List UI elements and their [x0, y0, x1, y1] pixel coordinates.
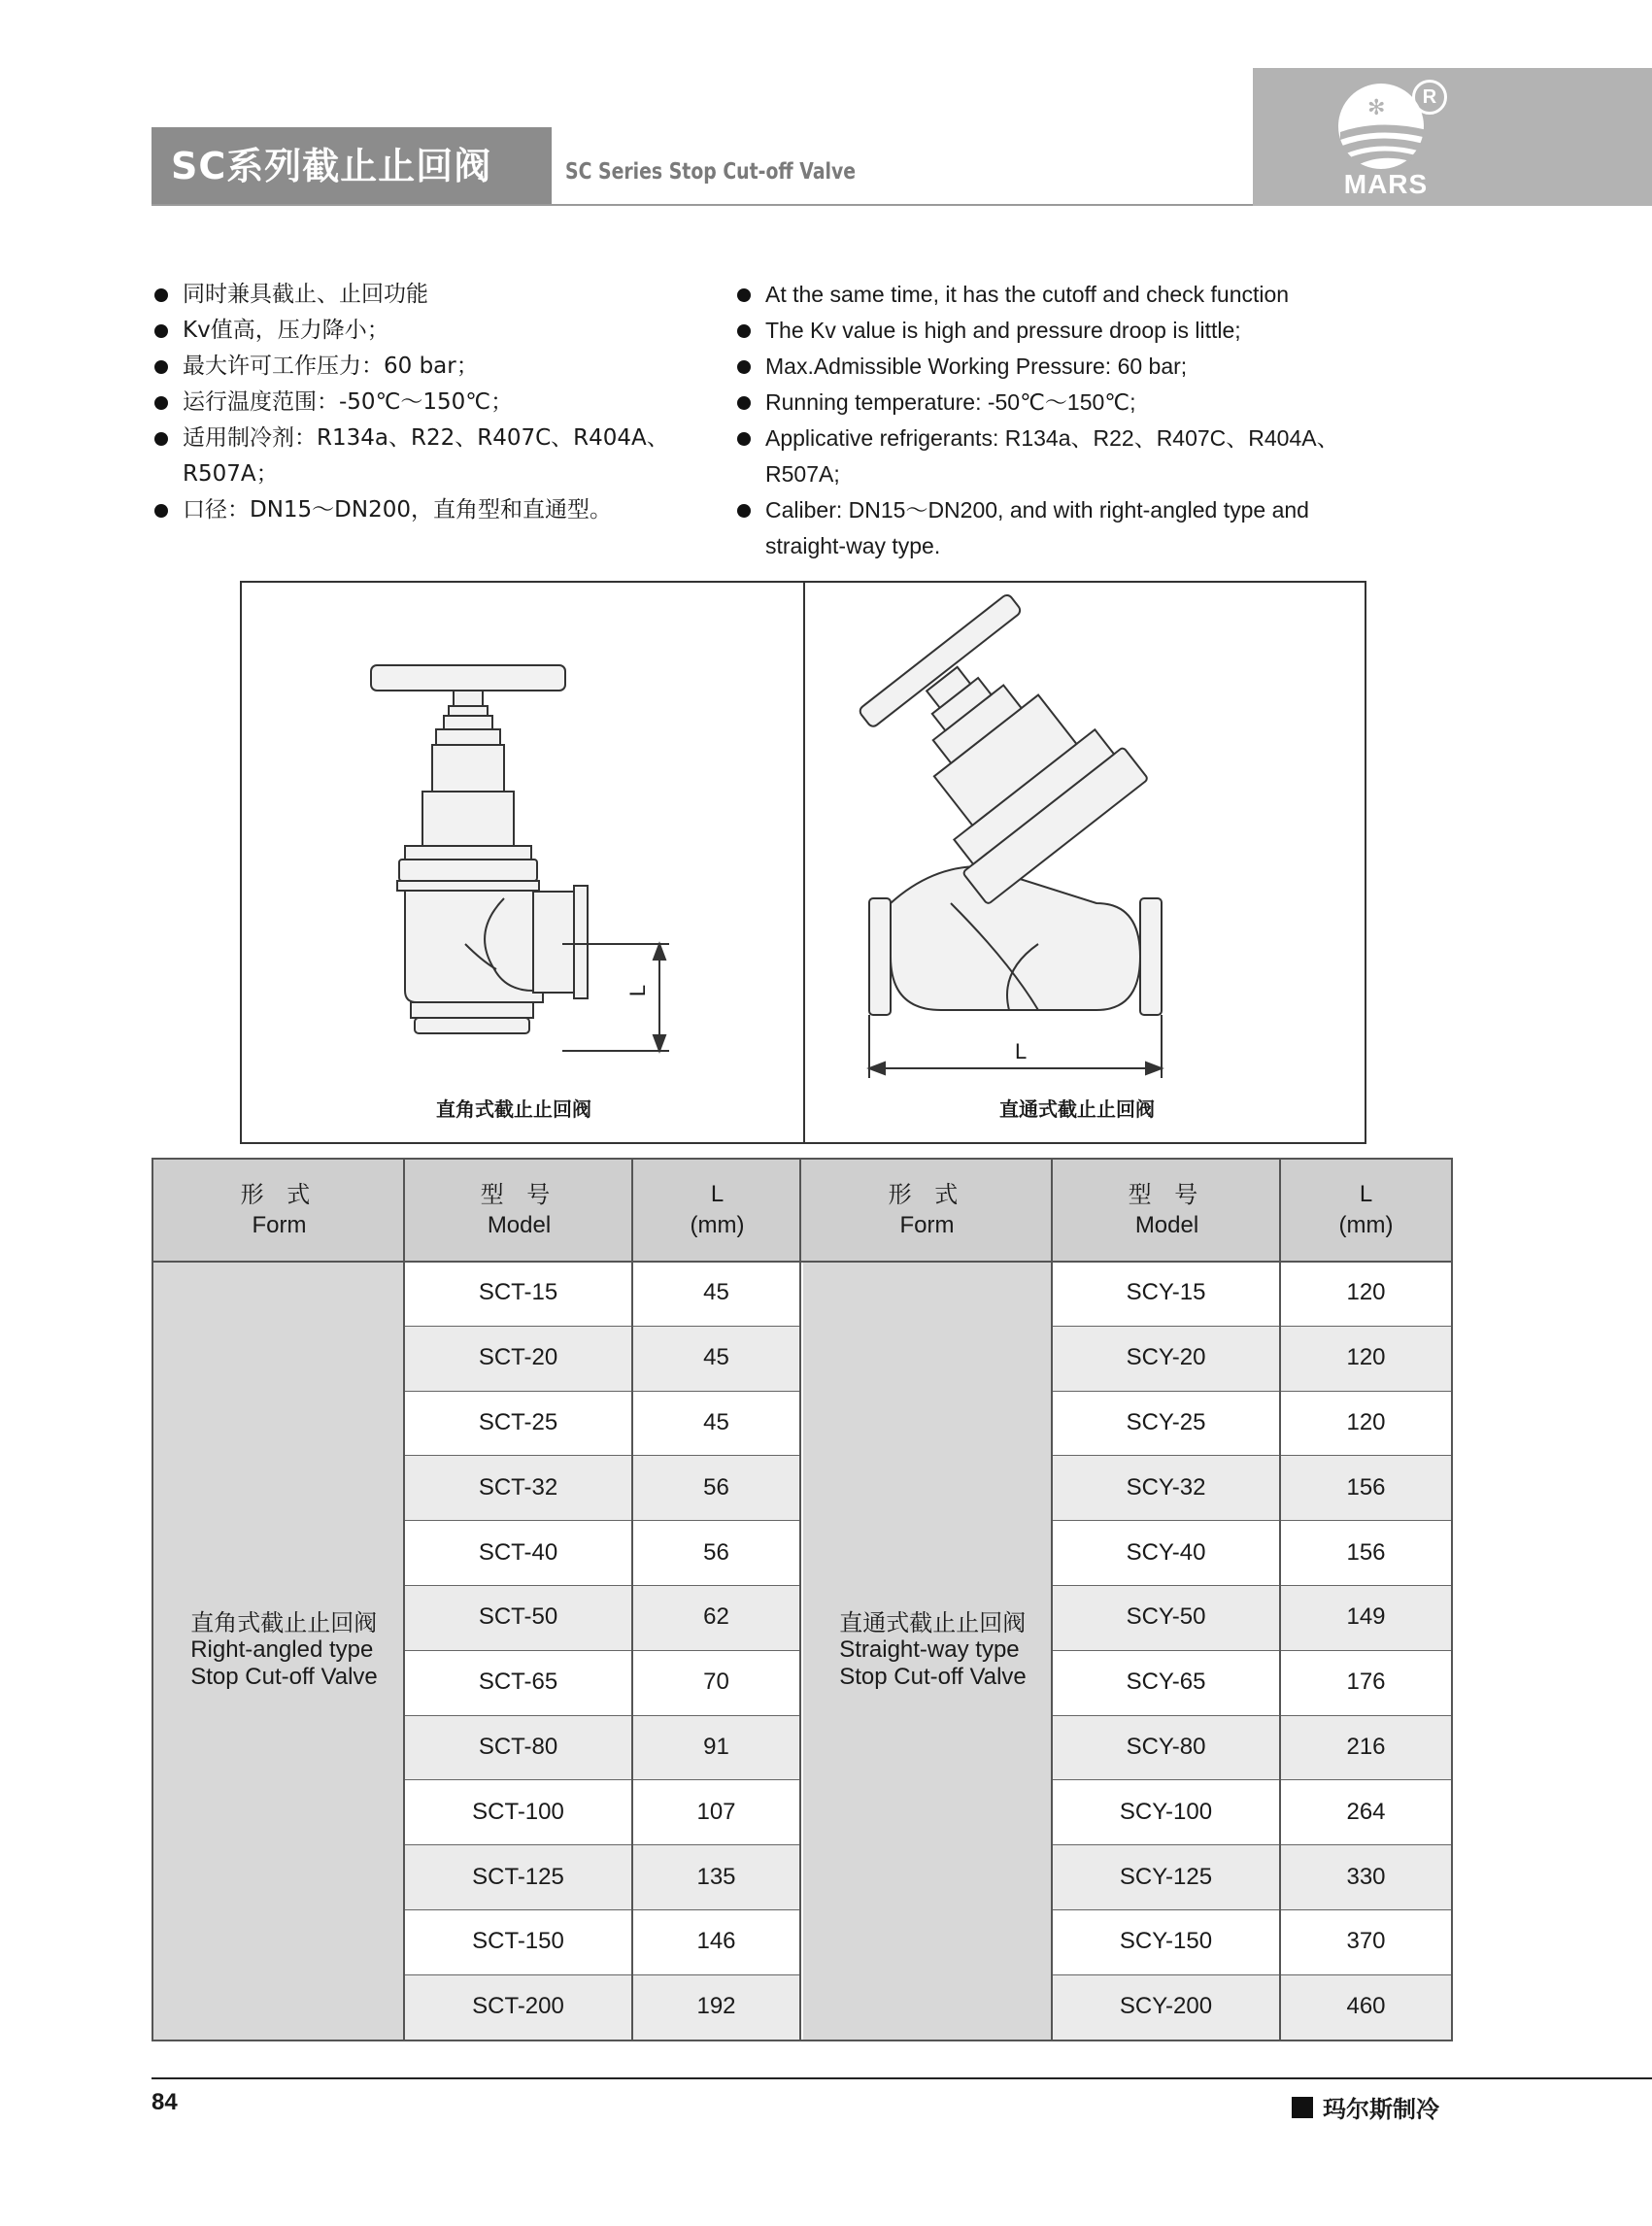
- row-divider: [1053, 1326, 1451, 1327]
- left-length-cell: 45: [633, 1261, 799, 1326]
- features-en: [734, 277, 1414, 564]
- valve-figure: [240, 581, 1366, 1144]
- right-model-cell: SCY-65: [1053, 1650, 1279, 1715]
- column-divider: [799, 1160, 801, 2040]
- dim-label-right: L: [1015, 1039, 1028, 1063]
- left-length-cell: 45: [633, 1391, 799, 1456]
- row-divider: [405, 1585, 799, 1586]
- left-length-cell: 135: [633, 1844, 799, 1909]
- left-length-cell: 107: [633, 1779, 799, 1844]
- column-divider: [403, 1160, 405, 2040]
- right-length-cell: 216: [1281, 1715, 1451, 1780]
- header-form-en: Form: [252, 1212, 307, 1238]
- feature-en-item: Applicative refrigerants: R134a、R22、R407C、R404A、R507A;: [734, 421, 1387, 492]
- page-title: SC系列截止止回阀: [152, 127, 552, 205]
- page-subtitle: SC Series Stop Cut-off Valve: [565, 159, 857, 185]
- registered-mark-icon: R: [1412, 80, 1447, 115]
- form-straight-way-zh: 直通式截止止回阀: [839, 1609, 1027, 1636]
- straight-way-valve-drawing: [805, 583, 1366, 1088]
- right-model-cell: SCY-40: [1053, 1520, 1279, 1585]
- right-length-cell: 370: [1281, 1909, 1451, 1974]
- left-model-cell: SCT-20: [405, 1326, 631, 1391]
- left-model-cell: SCT-32: [405, 1455, 631, 1520]
- left-model-cell: SCT-15: [405, 1261, 631, 1326]
- model-table: [152, 1158, 1453, 2041]
- left-length-cell: 91: [633, 1715, 799, 1780]
- form-right-angled-zh: 直角式截止止回阀: [190, 1609, 378, 1636]
- header-l-unit: (mm): [1338, 1212, 1394, 1238]
- header-model-en: Model: [487, 1212, 552, 1238]
- footer-brand-text: 玛尔斯制冷: [1323, 2096, 1439, 2123]
- row-divider: [1053, 1650, 1451, 1651]
- right-model-cell: SCY-200: [1053, 1974, 1279, 2040]
- column-divider: [1051, 1160, 1053, 2040]
- header-rule: [152, 204, 1253, 206]
- header-model-zh: 型 号: [1128, 1181, 1206, 1208]
- row-divider: [405, 1455, 799, 1456]
- left-length-cell: 56: [633, 1520, 799, 1585]
- right-model-cell: SCY-125: [1053, 1844, 1279, 1909]
- feature-zh-item: 运行温度范围：-50℃～150℃；: [152, 385, 695, 421]
- right-length-cell: 176: [1281, 1650, 1451, 1715]
- form-straight-way: [803, 1261, 1053, 2040]
- left-length-cell: 62: [633, 1585, 799, 1650]
- dim-label-left: L: [625, 984, 651, 997]
- header-model-en: Model: [1134, 1212, 1199, 1238]
- header-model-zh: 型 号: [480, 1181, 558, 1208]
- right-figure-caption: 直通式截止止回阀: [999, 1097, 1155, 1121]
- header-l-label: L: [1359, 1181, 1373, 1207]
- left-model-cell: SCT-100: [405, 1779, 631, 1844]
- header-form-left: [153, 1160, 405, 1261]
- feature-en-item: Caliber: DN15～DN200, and with right-angled type and straight-way type.: [734, 492, 1387, 564]
- left-model-cell: SCT-50: [405, 1585, 631, 1650]
- form-straight-way-en1: Straight-way type: [839, 1636, 1020, 1663]
- right-model-cell: SCY-25: [1053, 1391, 1279, 1456]
- right-angled-valve-drawing: [242, 583, 803, 1088]
- page-number: 84: [152, 2089, 178, 2115]
- header-model-right: [1053, 1160, 1281, 1261]
- right-length-cell: 330: [1281, 1844, 1451, 1909]
- left-length-cell: 56: [633, 1455, 799, 1520]
- form-right-angled-en2: Stop Cut-off Valve: [190, 1664, 378, 1690]
- right-model-cell: SCY-80: [1053, 1715, 1279, 1780]
- right-length-cell: 264: [1281, 1779, 1451, 1844]
- row-divider: [405, 1715, 799, 1716]
- feature-en-item: At the same time, it has the cutoff and check function: [734, 277, 1414, 313]
- row-divider: [405, 1779, 799, 1780]
- feature-zh-item: 最大许可工作压力：60 bar；: [152, 349, 695, 385]
- footer-brand: [1292, 2090, 1439, 2124]
- column-divider: [1279, 1160, 1281, 2040]
- left-model-cell: SCT-200: [405, 1974, 631, 2040]
- left-model-cell: SCT-150: [405, 1909, 631, 1974]
- square-icon: [1292, 2097, 1313, 2118]
- right-length-cell: 156: [1281, 1455, 1451, 1520]
- form-straight-way-en2: Stop Cut-off Valve: [839, 1664, 1027, 1690]
- row-divider: [405, 1520, 799, 1521]
- header-form-en: Form: [899, 1212, 955, 1238]
- header-form-zh: 形 式: [888, 1181, 966, 1208]
- header-divider: [153, 1261, 1451, 1263]
- right-length-cell: 120: [1281, 1326, 1451, 1391]
- left-model-cell: SCT-125: [405, 1844, 631, 1909]
- form-right-angled-en1: Right-angled type: [190, 1636, 374, 1663]
- feature-zh-item: Kv值高，压力降小；: [152, 313, 695, 349]
- right-length-cell: 156: [1281, 1520, 1451, 1585]
- header-model-left: [405, 1160, 633, 1261]
- left-length-cell: 70: [633, 1650, 799, 1715]
- right-model-cell: SCY-20: [1053, 1326, 1279, 1391]
- row-divider: [405, 1650, 799, 1651]
- column-divider: [631, 1160, 633, 2040]
- left-figure-caption: 直角式截止止回阀: [436, 1097, 591, 1121]
- feature-en-item: The Kv value is high and pressure droop is little;: [734, 313, 1414, 349]
- features-zh: [152, 277, 695, 528]
- header-l-unit: (mm): [690, 1212, 745, 1238]
- row-divider: [1053, 1779, 1451, 1780]
- logo-text: MARS: [1343, 169, 1429, 199]
- row-divider: [1053, 1974, 1451, 1975]
- header-form-right: [801, 1160, 1053, 1261]
- svg-text:✻: ✻: [1367, 96, 1386, 120]
- header-form-zh: 形 式: [240, 1181, 319, 1208]
- feature-zh-item: 同时兼具截止、止回功能: [152, 277, 695, 313]
- brand-logo: [1253, 68, 1652, 206]
- left-model-cell: SCT-40: [405, 1520, 631, 1585]
- footer-rule: [152, 2077, 1652, 2079]
- left-model-cell: SCT-65: [405, 1650, 631, 1715]
- feature-en-item: Running temperature: -50℃～150℃;: [734, 385, 1414, 421]
- left-model-cell: SCT-25: [405, 1391, 631, 1456]
- right-length-cell: 149: [1281, 1585, 1451, 1650]
- right-length-cell: 460: [1281, 1974, 1451, 2040]
- right-length-cell: 120: [1281, 1391, 1451, 1456]
- feature-en-item: Max.Admissible Working Pressure: 60 bar;: [734, 349, 1414, 385]
- row-divider: [405, 1844, 799, 1845]
- header-l-label: L: [710, 1181, 725, 1207]
- row-divider: [1053, 1909, 1451, 1910]
- row-divider: [405, 1974, 799, 1975]
- right-model-cell: SCY-100: [1053, 1779, 1279, 1844]
- right-model-cell: SCY-32: [1053, 1455, 1279, 1520]
- row-divider: [1053, 1391, 1451, 1392]
- left-length-cell: 45: [633, 1326, 799, 1391]
- row-divider: [1053, 1520, 1451, 1521]
- feature-zh-item: 适用制冷剂：R134a、R22、R407C、R404A、R507A；: [152, 421, 688, 492]
- left-length-cell: 146: [633, 1909, 799, 1974]
- left-length-cell: 192: [633, 1974, 799, 2040]
- left-model-cell: SCT-80: [405, 1715, 631, 1780]
- feature-zh-item: 口径：DN15～DN200，直角型和直通型。: [152, 492, 695, 528]
- right-model-cell: SCY-150: [1053, 1909, 1279, 1974]
- row-divider: [1053, 1844, 1451, 1845]
- row-divider: [405, 1326, 799, 1327]
- row-divider: [1053, 1585, 1451, 1586]
- row-divider: [1053, 1455, 1451, 1456]
- row-divider: [1053, 1715, 1451, 1716]
- header-l-right: [1281, 1160, 1451, 1261]
- right-model-cell: SCY-50: [1053, 1585, 1279, 1650]
- right-length-cell: 120: [1281, 1261, 1451, 1326]
- row-divider: [405, 1909, 799, 1910]
- right-model-cell: SCY-15: [1053, 1261, 1279, 1326]
- form-right-angled: [153, 1261, 405, 2040]
- header-l-left: [633, 1160, 801, 1261]
- row-divider: [405, 1391, 799, 1392]
